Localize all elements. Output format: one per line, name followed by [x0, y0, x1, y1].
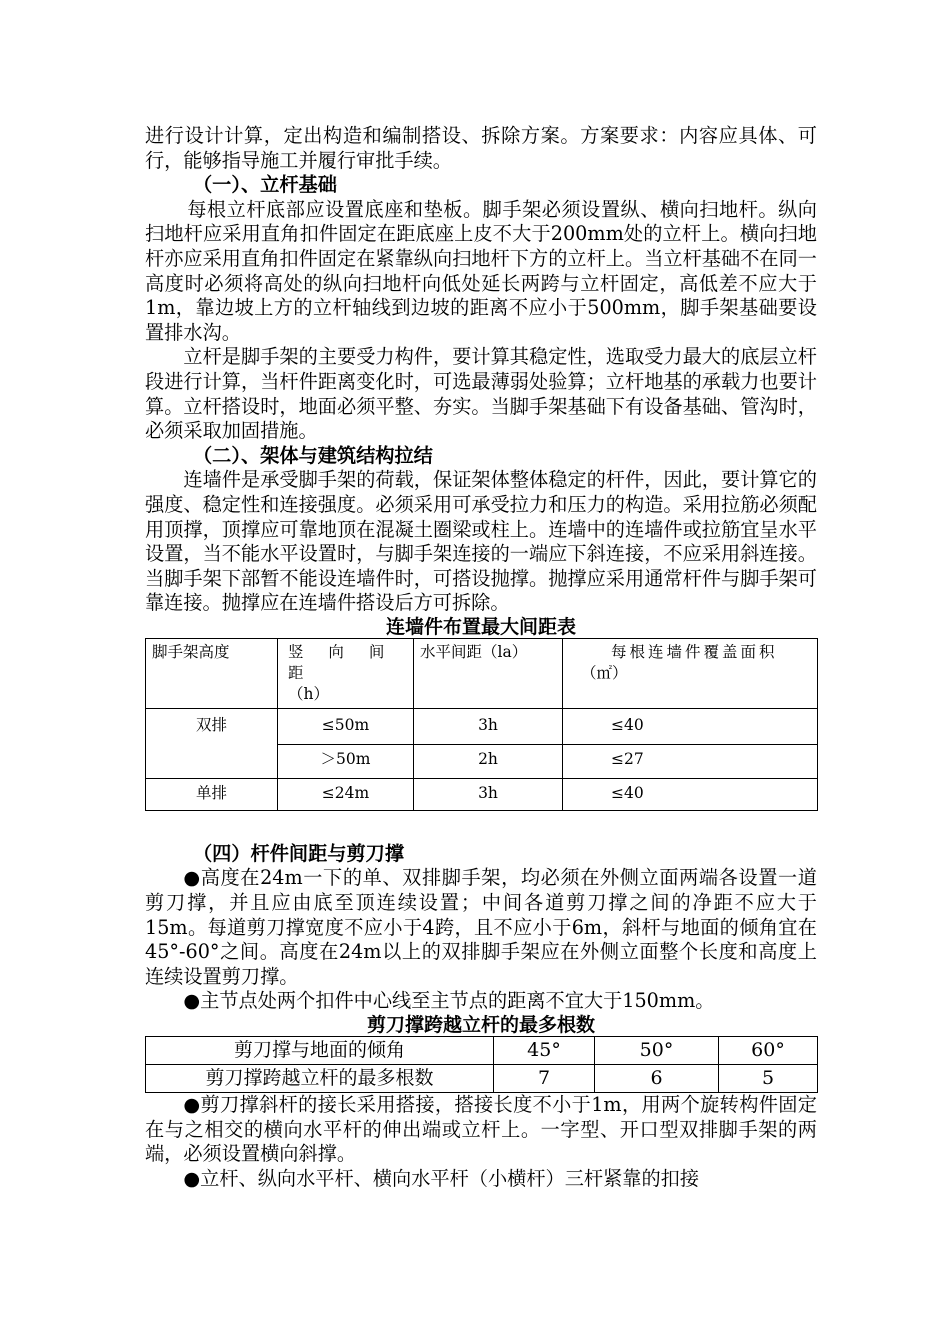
table2-title: 剪刀撑跨越立杆的最多根数: [366, 1014, 595, 1037]
paragraph-wall-tie: 连墙件是承受脚手架的荷载，保证架体整体稳定的杆件，因此，要计算它的强度、稳定性和连接强度。必须采用可承受拉力和压力的构造。采用拉筋必须配用顶撑，顶撑应可靠地顶在混凝土圈梁或柱上。连墙中的连墙件或拉筋宜呈水平设置，当不能水平设置时，与脚手架连接的一端应下斜连接，不应采用斜连接。当脚手架下部暂不能设连墙件时，可搭设抛撑。抛撑应采用通常杆件与脚手架可靠连接。抛撑应在连墙件搭设后方可拆除。: [145, 468, 817, 615]
paragraph-foundation: 每根立杆底部应设置底座和垫板。脚手架必须设置纵、横向扫地杆。纵向扫地杆应采用直角扣件固定在距底座上皮不大于200mm处的立杆上。横向扫地杆亦应采用直角扣件固定在紧靠纵向扫地杆下方的立杆上。当立杆基础不在同一高度时必须将高处的纵向扫地杆向低处延长两跨与立杆固定，高低差不应大于1m，靠边坡上方的立杆轴线到边坡的距离不应小于500mm，脚手架基础要设置排水沟。: [145, 197, 817, 344]
table-cell-value: 5: [719, 1065, 818, 1093]
wall-tie-spacing-table: [145, 638, 818, 811]
paragraph-pole: 立杆是脚手架的主要受力构件，要计算其稳定性，选取受力最大的底层立杆段进行计算，当杆件距离变化时，可选最薄弱处验算；立杆地基的承载力也要计算。立杆搭设时，地面必须平整、夯实。当脚手架基础下有设备基础、管沟时，必须采取加固措施。: [145, 345, 817, 443]
table-cell-area: ≤40: [563, 708, 818, 744]
table-row: [146, 1037, 818, 1065]
table-cell-h: ≤50m: [278, 708, 414, 744]
table-cell-la: 2h: [414, 744, 563, 778]
section-heading-1: （一）、立杆基础: [193, 173, 337, 197]
table-cell-value: 50°: [595, 1037, 719, 1065]
table-cell-type: 单排: [146, 778, 278, 810]
table-cell-value: 45°: [494, 1037, 595, 1065]
bullet-paragraph-4: ●立杆、纵向水平杆、横向水平杆（小横杆）三杆紧靠的扣接: [183, 1166, 700, 1190]
table-row: [146, 708, 818, 744]
bullet-paragraph-3: ●剪刀撑斜杆的接长采用搭接，搭接长度不小于1m，用两个旋转构件固定在与之相交的横向水平杆的伸出端或立杆上。一字型、开口型双排脚手架的两端，必须设置横向斜撑。: [145, 1093, 817, 1166]
spacer: [145, 811, 817, 842]
table-cell-h: ≤24m: [278, 778, 414, 810]
table-header-cell: 每根连墙件覆盖面积 （㎡）: [563, 638, 818, 708]
table1-title: 连墙件布置最大间距表: [385, 615, 576, 638]
table-cell-area: ≤27: [563, 744, 818, 778]
table-cell-value: 6: [595, 1065, 719, 1093]
table-row: [146, 1065, 818, 1093]
table-header-row: [146, 638, 818, 708]
table-cell-la: 3h: [414, 708, 563, 744]
table-cell-h: ＞50m: [278, 744, 414, 778]
table-cell-value: 7: [494, 1065, 595, 1093]
table-cell-area: ≤40: [563, 778, 818, 810]
document-page: [145, 124, 817, 1191]
section-heading-2: （二）、架体与建筑结构拉结: [193, 443, 433, 467]
bullet-paragraph-1: ●高度在24m一下的单、双排脚手架，均必须在外侧立面两端各设置一道剪刀撑，并且应由底至顶连续设置；中间各道剪刀撑之间的净距不应大于15m。每道剪刀撑宽度不应小于4跨，且不应小于6m，斜杆与地面的倾角宜在45°-60°之间。高度在24m以上的双排脚手架应在外侧立面整个长度和高度上连续设置剪刀撑。: [145, 866, 817, 988]
table-header-cell: 脚手架高度: [146, 638, 278, 708]
table-cell-la: 3h: [414, 778, 563, 810]
scissor-brace-table: [145, 1036, 818, 1093]
table-row: [146, 778, 818, 810]
table-cell-label: 剪刀撑跨越立杆的最多根数: [146, 1065, 494, 1093]
table-cell-value: 60°: [719, 1037, 818, 1065]
section-heading-4: （四）杆件间距与剪刀撑: [193, 841, 405, 865]
table-cell-label: 剪刀撑与地面的倾角: [146, 1037, 494, 1065]
table-cell-type: 双排: [146, 708, 278, 778]
bullet-paragraph-2: ●主节点处两个扣件中心线至主节点的距离不宜大于150mm。: [183, 989, 715, 1013]
intro-paragraph: 进行设计计算，定出构造和编制搭设、拆除方案。方案要求：内容应具体、可行，能够指导施工并履行审批手续。: [145, 124, 817, 172]
table-header-cell: 水平间距（la）: [414, 638, 563, 708]
table-header-cell: 竖 向 间 距 （h）: [278, 638, 414, 708]
